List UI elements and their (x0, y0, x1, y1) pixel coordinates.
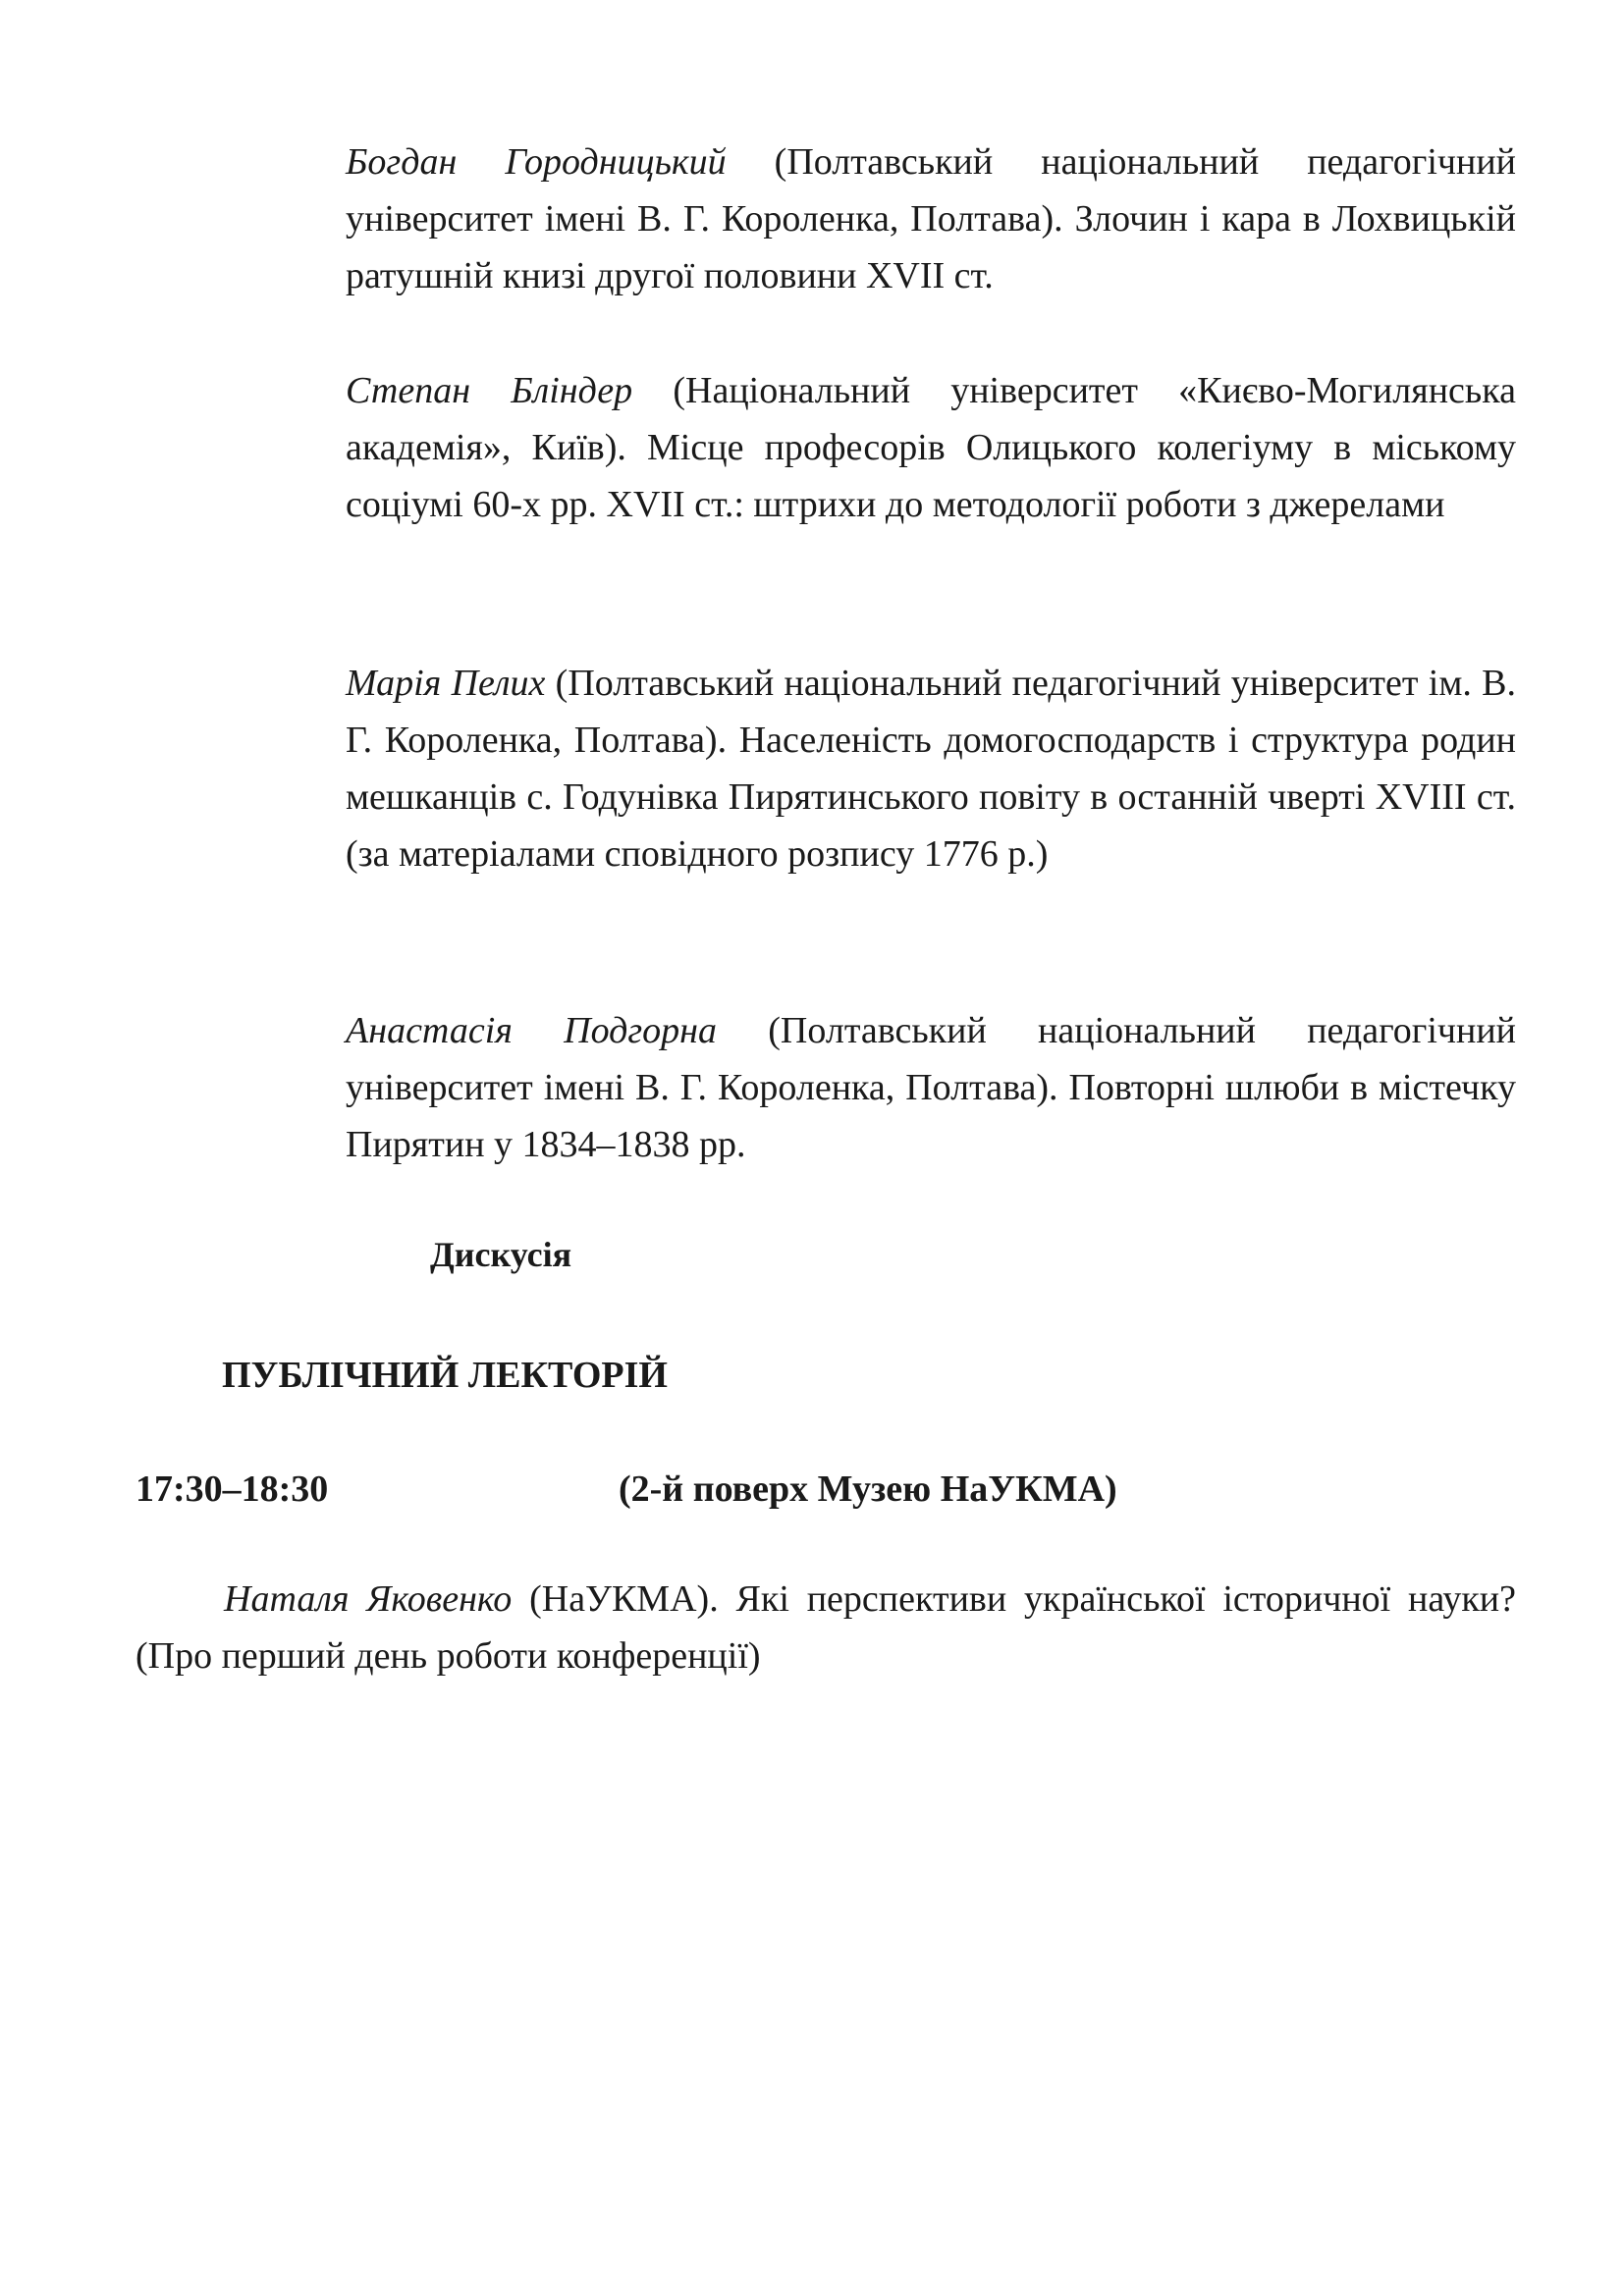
program-entry-2 (346, 362, 1516, 533)
discussion-heading: Дискусія (430, 1235, 572, 1274)
entry-text: (Полтавський національний педагогічний університет імені В. Г. Короленка, Полтава). Повторні шлюби в містечку Пирятин у 1834–1838 рр. (346, 1010, 1517, 1165)
entry-text: (Полтавський національний педагогічний університет імені В. Г. Короленка, Полтава). Злочин і кара в Лохвицькій ратушній книзі другої половини XVII ст. (346, 141, 1517, 296)
program-entry-3 (346, 655, 1516, 882)
lecture-author: Наталя Яковенко (224, 1578, 513, 1620)
entry-author: Степан Бліндер (346, 370, 633, 411)
lecture-entry (135, 1571, 1516, 1684)
session-location: (2-й поверх Музею НаУКМА) (619, 1468, 1117, 1510)
entry-text: (Полтавський національний педагогічний університет ім. В. Г. Короленка, Полтава). Населеність домогосподарств і структура родин мешканців с. Годунівка Пирятинського повіту в останній чверті XVIII ст. (за матеріалами сповідного розпису 1776 р.) (346, 663, 1516, 875)
entry-text: (Національний університет «Києво-Могилянська академія», Київ). Місце професорів Олицького колегіуму в міському соціумі 60-х рр. XVII ст.: штрихи до методології роботи з джерелами (346, 370, 1516, 525)
entry-author: Анастасія Подгорна (346, 1010, 718, 1051)
session-time: 17:30–18:30 (135, 1468, 329, 1510)
program-entry-1 (346, 133, 1516, 304)
entry-author: Богдан Городницький (346, 141, 727, 183)
section-title: ПУБЛІЧНИЙ ЛЕКТОРІЙ (222, 1355, 668, 1396)
lecture-text: (НаУКМА). Які перспективи української історичної науки? (Про перший день роботи конференції) (135, 1578, 1516, 1677)
program-entry-4 (346, 1002, 1516, 1173)
entry-author: Марія Пелих (346, 663, 546, 704)
